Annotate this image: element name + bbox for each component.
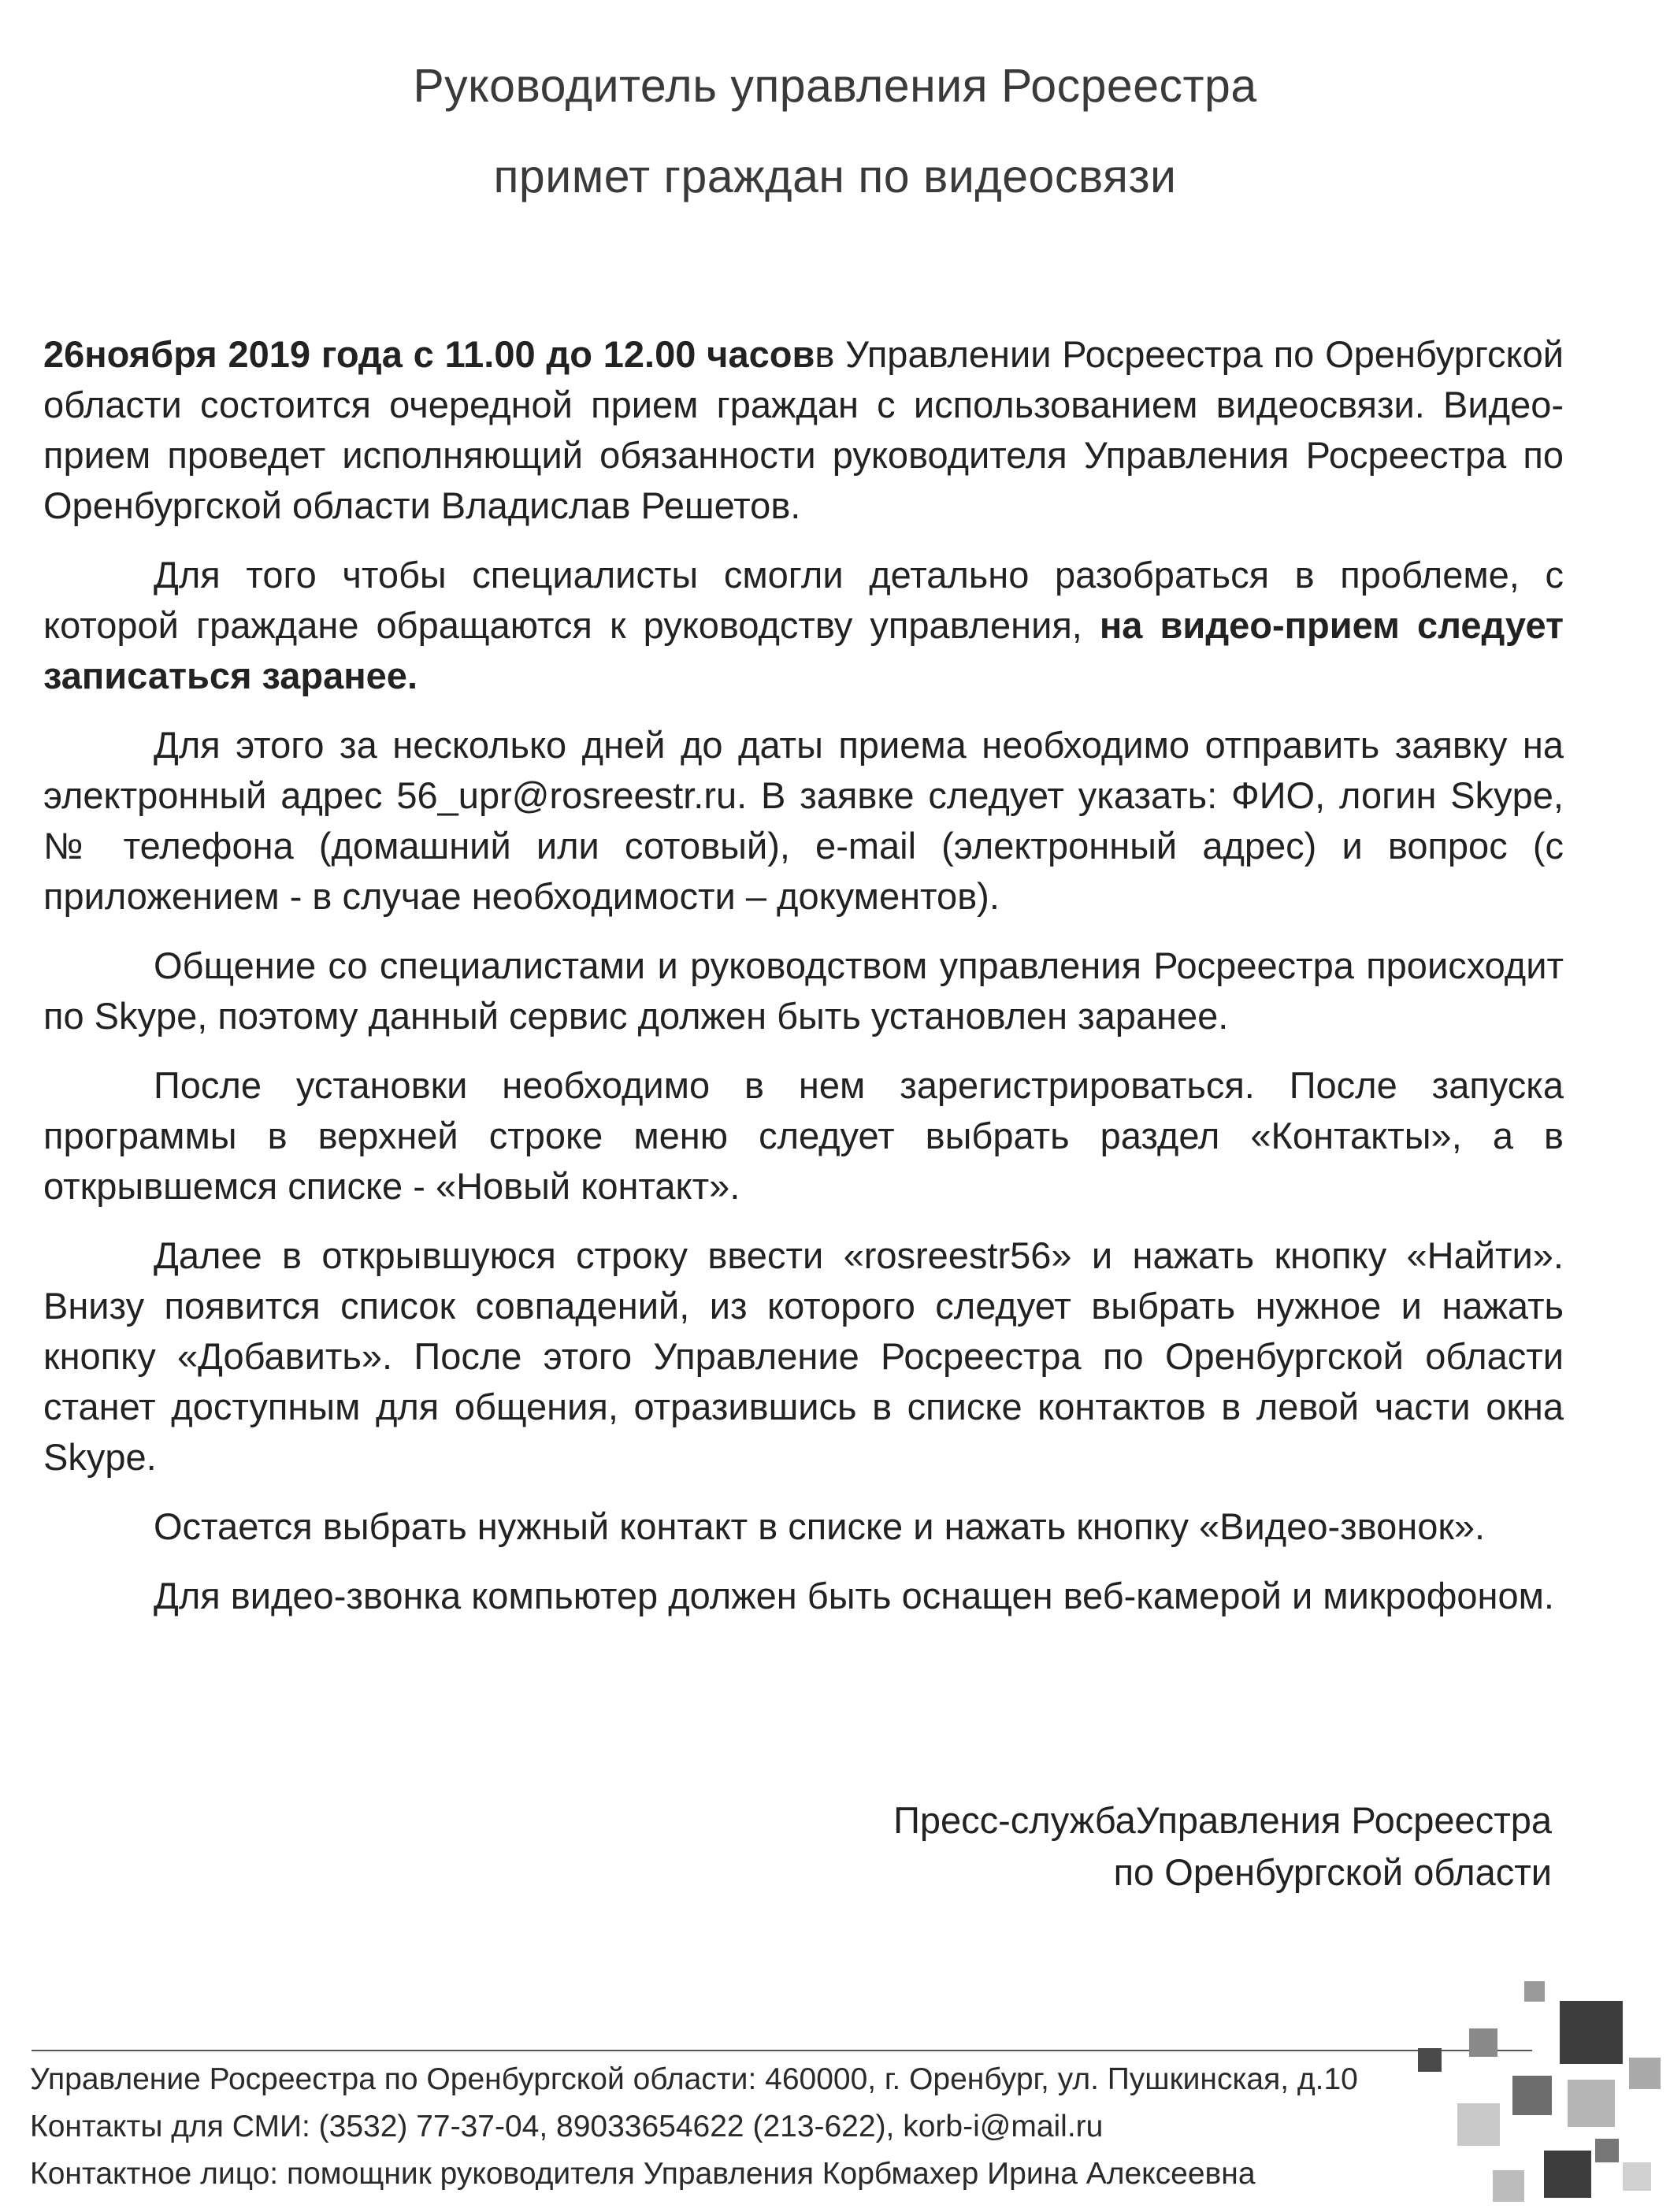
signature-line-1: Пресс-службаУправления Росреестра xyxy=(893,1799,1552,1841)
signature-block xyxy=(893,1794,1552,1898)
document-title-line-2: примет граждан по видеосвязи xyxy=(493,150,1177,202)
paragraph-date xyxy=(43,329,1564,531)
event-date-time: 26ноября 2019 года с 11.00 до 12.00 часов xyxy=(43,333,815,375)
paragraph-call: Остается выбрать нужный контакт в списке и нажать кнопку «Видео-звонок». xyxy=(154,1505,1486,1547)
paragraph-search: Далее в открывшуюся строку ввести «rosreestr56» и нажать кнопку «Найти». Внизу появится список совпадений, из которого следует выбрать нужное и нажать кнопку «Добавить». После этого Управление Росреестра по Оренбургской области станет доступным для общения, отразившись в списке контактов в левой части окна Skype. xyxy=(43,1234,1564,1478)
paragraph-install: После установки необходимо в нем зарегистрироваться. После запуска программы в верхней строке меню следует выбрать раздел «Контакты», а в открывшемся списке - «Новый контакт». xyxy=(43,1064,1564,1207)
document-title-line-1: Руководитель управления Росреестра xyxy=(413,60,1257,112)
paragraph-registration xyxy=(43,550,1564,701)
signature-line-2: по Оренбургской области xyxy=(1113,1851,1552,1893)
rosreestr-squares-logo-icon xyxy=(1410,1969,1670,2212)
footer xyxy=(30,2056,1358,2198)
footer-address: Управление Росреестра по Оренбургской области: 460000, г. Оренбург, ул. Пушкинская, д.10 xyxy=(30,2062,1358,2096)
registration-notice: на видео-прием следует записаться заранее. xyxy=(43,604,1564,696)
paragraph-date-text: в Управлении Росреестра по Оренбургской области состоится очередной прием граждан с использованием видеосвязи. Видео-прием проведет исполняющий обязанности руководителя Управления Росреестра по Оренбургской области Владислав Решетов. xyxy=(43,333,1564,526)
footer-contact-person: Контактное лицо: помощник руководителя Управления Корбмахер Ирина Алексеевна xyxy=(30,2157,1256,2191)
paragraph-skype: Общение со специалистами и руководством управления Росреестра происходит по Skype, поэтому данный сервис должен быть установлен заранее. xyxy=(43,945,1564,1037)
document-body xyxy=(43,329,1564,1640)
paragraph-application: Для этого за несколько дней до даты приема необходимо отправить заявку на электронный адрес 56_upr@rosreestr.ru. В заявке следует указать: ФИО, логин Skype, № телефона (домашний или сотовый), e-mail (электронный адрес) и вопрос (с приложением - в случае необходимости – документов). xyxy=(43,724,1564,917)
paragraph-equipment: Для видео-звонка компьютер должен быть оснащен веб-камерой и микрофоном. xyxy=(154,1575,1554,1616)
footer-contacts: Контакты для СМИ: (3532) 77-37-04, 89033654622 (213-622), korb-i@mail.ru xyxy=(30,2110,1104,2143)
paragraph-registration-text: Для того чтобы специалисты смогли детально разобраться в проблеме, с которой граждане обращаются к руководству управления, xyxy=(43,554,1564,646)
footer-divider xyxy=(32,2050,1532,2051)
